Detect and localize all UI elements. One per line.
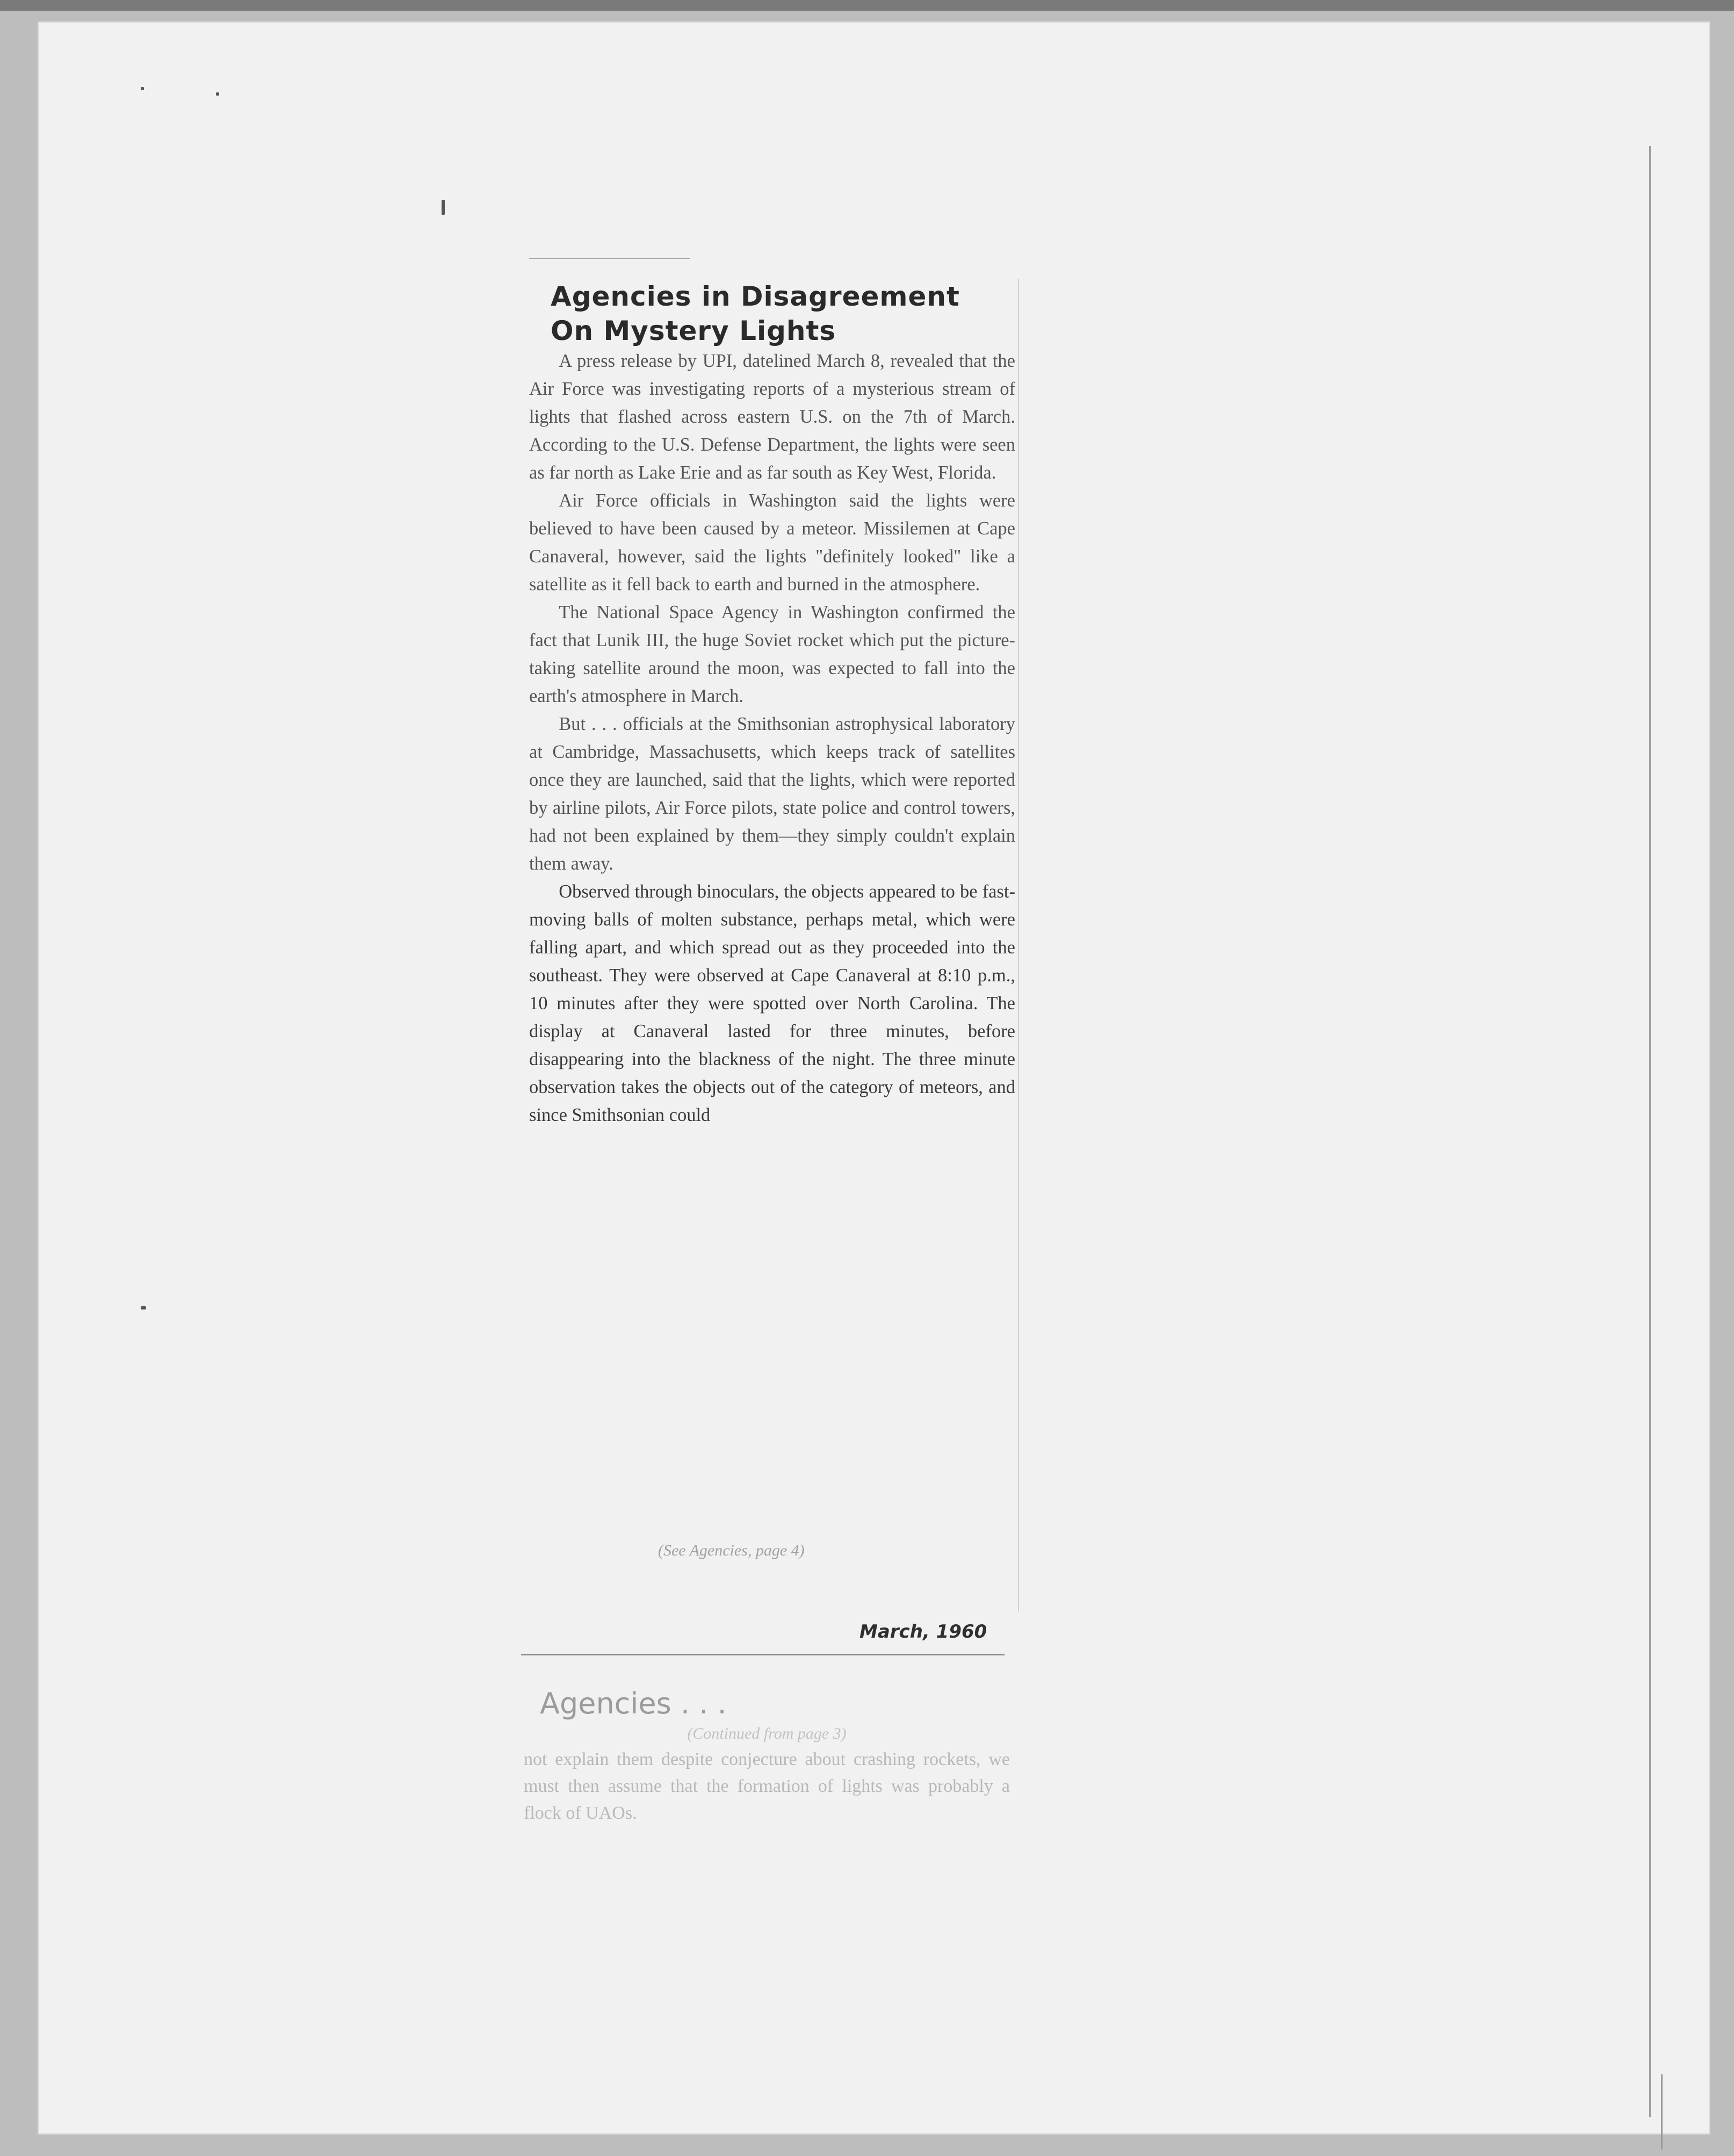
dust-speck: [141, 1306, 146, 1309]
article-paragraph: The National Space Agency in Washington confirmed the fact that Lunik III, the huge Soviet rocket which put the picture-taking satellite around the moon, was expected to fall into the earth's atmosphere in March.: [529, 602, 1015, 706]
continued-heading: Agencies . . .: [540, 1687, 727, 1720]
film-frame-top: [0, 0, 1734, 11]
article-paragraph: Observed through binoculars, the objects appeared to be fast-moving balls of molten substance, perhaps metal, which were falling apart, and which spread out as they proceeded into the southeast. They were observed at Cape Canaveral at 8:10 p.m., 10 minutes after they were spotted over North Carolina. The display at Canaveral lasted for three minutes, before disappearing into the blackness of the night. The three minute observation takes the objects out of the category of meteors, and since Smithsonian could: [529, 881, 1015, 1125]
dust-speck: [141, 87, 144, 90]
page-corner-curl: [1661, 2074, 1711, 2150]
continued-clipping: [524, 1687, 1010, 1827]
continued-text: not explain them despite conjecture about crashing rockets, we must then assume that the formation of lights was probably a flock of UAOs.: [524, 1749, 1010, 1823]
dust-speck: [216, 92, 219, 96]
article-paragraph: A press release by UPI, datelined March 8, revealed that the Air Force was investigating reports of a mysterious stream of lights that flashed across eastern U.S. on the 7th of March. According to the U.S. Defense Department, the lights were seen as far north as Lake Erie and as far south as Key West, Florida.: [529, 351, 1015, 483]
continuation-reference: (See Agencies, page 4): [658, 1542, 805, 1559]
article-paragraph: Air Force officials in Washington said the lights were believed to have been caused by a meteor. Missilemen at Cape Canaveral, however, said the lights "definitely looked" like a satellite as it fell back to earth and burned in the atmosphere.: [529, 490, 1015, 595]
article-headline: Agencies in Disagreement On Mystery Lights: [551, 281, 960, 346]
page-edge-line: [1649, 146, 1651, 2117]
clipping-edge: [1018, 279, 1019, 1611]
continued-from-note: (Continued from page 3): [687, 1725, 847, 1742]
clipping-dateline: March, 1960: [859, 1621, 987, 1643]
article-paragraph: But . . . officials at the Smithsonian astrophysical laboratory at Cambridge, Massachusetts, which keeps track of satellites once they are launched, said that the lights, which were reported by airline pilots, Air Force pilots, state police and control towers, had not been explained by them—they simply couldn't explain them away.: [529, 714, 1015, 874]
newspaper-clipping: [529, 263, 1018, 1606]
clipping-top-rule: [529, 258, 690, 259]
article-body: [529, 347, 1015, 1129]
clipping-divider: [521, 1654, 1005, 1655]
dust-speck: [442, 200, 445, 215]
